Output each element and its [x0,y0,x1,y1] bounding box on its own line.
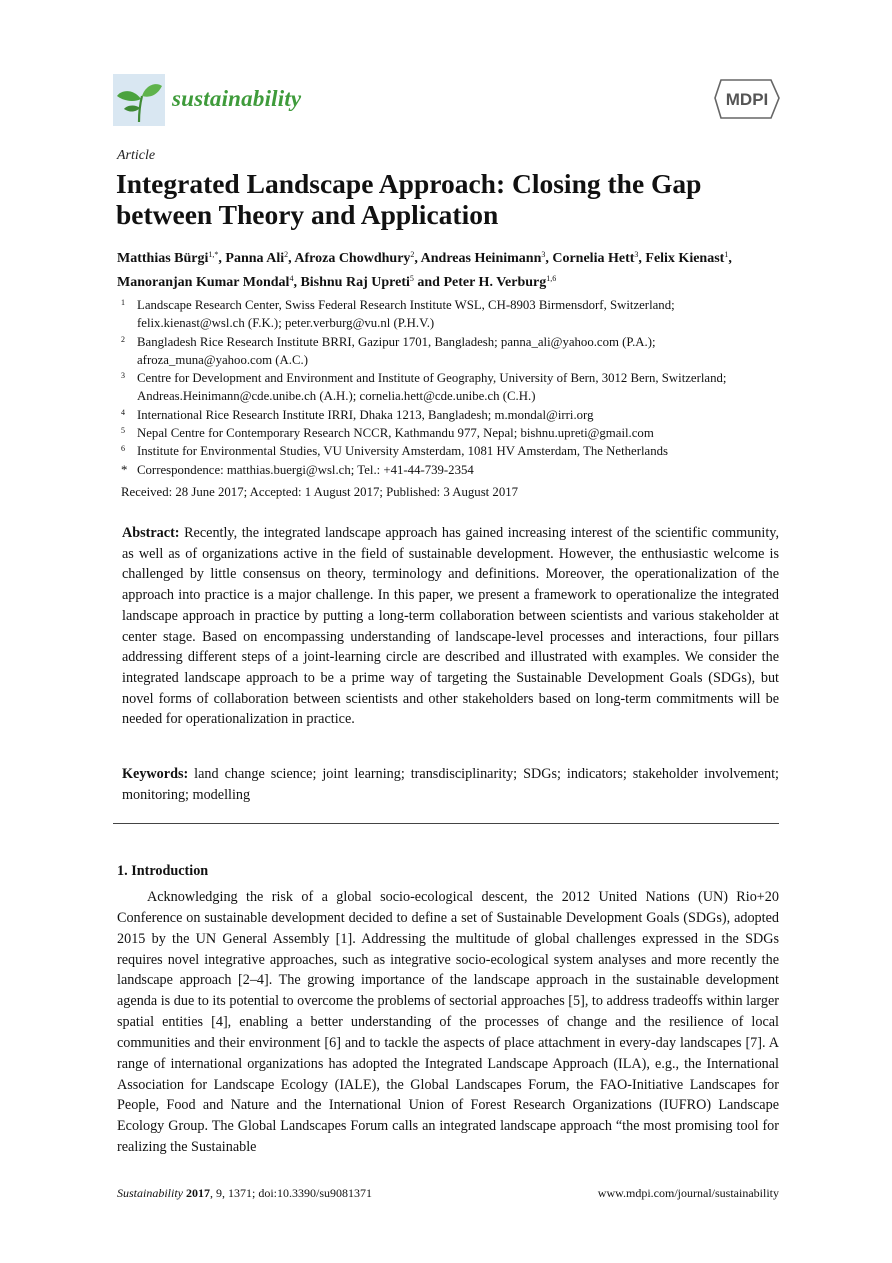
affiliation-number: 1 [121,298,125,307]
journal-name: sustainability [172,86,302,111]
affiliation-item [121,442,781,460]
affiliation-number: 3 [121,371,125,381]
author-affiliation-mark: 1 [724,250,729,259]
affiliation-text: Centre for Development and Environment and Institute of Geography, University of Bern, 3012 Bern, Switzerland; Andreas.Heinimann@cde.unibe.ch (A.H.); cornelia.hett@cde.unibe.ch (C.H.) [137,371,727,404]
abstract-label: Abstract: [122,525,180,541]
author-affiliation-mark: 1,6 [546,274,557,283]
author-list [117,245,797,293]
mdpi-logo-text: MDPI [725,90,769,109]
affiliation-text: Nepal Centre for Contemporary Research NCCR, Kathmandu 977, Nepal; bishnu.upreti@gmail.com [137,426,654,441]
author-name: Afroza Chowdhury [294,251,411,266]
author-name: Panna Ali [225,251,285,266]
footer-url[interactable]: www.mdpi.com/journal/sustainability [597,1186,779,1200]
affiliation-item [121,424,781,442]
mdpi-logo-icon [713,76,781,122]
affiliation-text: Institute for Environmental Studies, VU University Amsterdam, 1081 HV Amsterdam, The Netherlands [137,444,668,459]
affiliation-text: International Rice Research Institute IRRI, Dhaka 1213, Bangladesh; m.mondal@irri.org [137,407,594,422]
author-separator: , [293,275,301,290]
section-divider [113,823,779,824]
author-separator: , [414,251,421,266]
affiliation-item [121,406,781,424]
author-affiliation-mark: 3 [634,250,639,259]
author-name: Cornelia Hett [552,251,635,266]
author-name: Felix Kienast [645,251,725,266]
affiliation-number: 6 [121,444,125,454]
footer-year: 2017 [186,1186,210,1200]
section-heading: 1. Introduction [117,863,209,879]
author-separator: , [218,251,226,266]
affiliation-item [121,296,781,333]
footer-journal: Sustainability [117,1186,183,1200]
affiliation-item [121,369,781,406]
author-affiliation-mark: 2 [410,250,415,259]
affiliation-number: 5 [121,426,125,436]
author-name: Matthias Bürgi [117,251,209,266]
affiliation-text: Correspondence: matthias.buergi@wsl.ch; Tel.: +41-44-739-2354 [137,462,474,477]
author-name: Andreas Heinimann [420,251,542,266]
affiliation-text: Bangladesh Rice Research Institute BRRI, Gazipur 1701, Bangladesh; panna_ali@yahoo.com (P.A.); afroza_muna@yahoo.com (A.C.) [137,334,656,367]
publication-dates: Received: 28 June 2017; Accepted: 1 August 2017; Published: 3 August 2017 [121,485,519,499]
journal-logo-icon [113,74,165,126]
affiliation-item [121,461,781,479]
author-affiliation-mark: 2 [284,250,289,259]
keywords [122,764,779,805]
affiliation-text: Landscape Research Center, Swiss Federal Research Institute WSL, CH-8903 Birmensdorf, Switzerland; felix.kienast@wsl.ch (F.K.); peter.verburg@vu.nl (P.H.V.) [137,298,675,331]
abstract [122,523,779,730]
author-name: Manoranjan Kumar Mondal [117,275,290,290]
footer-citation-rest: , 9, 1371; doi:10.3390/su9081371 [210,1186,373,1200]
author-separator: , [638,251,646,266]
footer-citation [117,1186,372,1201]
author-separator: , [728,251,732,266]
author-affiliation-mark: 4 [289,274,294,283]
keywords-text: land change science; joint learning; transdisciplinarity; SDGs; indicators; stakeholder involvement; monitoring; modelling [122,766,779,803]
affiliation-number: 2 [121,334,125,344]
author-name: Bishnu Raj Upreti [300,275,410,290]
affiliation-number: 4 [121,407,125,417]
author-separator: , [288,251,295,266]
article-title: Integrated Landscape Approach: Closing the Gap between Theory and Application [116,168,702,230]
article-type: Article [117,148,156,163]
author-separator: , [545,251,553,266]
affiliation-item [121,333,781,370]
author-affiliation-mark: 1,* [208,250,219,259]
section-body: Acknowledging the risk of a global socio-ecological descent, the 2012 United Nations (UN) Rio+20 Conference on sustainable development decided to define a set of Sustainable Development Goals (SDGs), adopted 2015 by the UN General Assembly [1]. Addressing the multitude of global challenges expressed in the SDGs requires novel integrative approaches, such as integrative socio-ecological system analyses and more recently the landscape approach [2–4]. The growing importance of the landscape approach in the sustainable development agenda is due to its potential to overcome the problems of sectorial approaches [5], to address tradeoffs within larger spatial entities [4], enabling a better understanding of the processes of change and the resilience of local communities and their environment [6] and to tackle the aspects of place attachment in every-day landscapes [7]. A range of international organizations has adopted the Integrated Landscape Approach (ILA), e.g., the International Association for Landscape Ecology (IALE), the Global Landscapes Forum, the FAO-Initiative Landscapes for People, Food and Nature and the International Union of Forest Research Organizations (IUFRO) Landscape Ecology Group. The Global Landscapes Forum calls an integrated landscape approach “the most promising tool for realizing the Sustainable [117,889,779,1156]
author-affiliation-mark: 5 [409,274,414,283]
abstract-text: Recently, the integrated landscape approach has gained increasing interest of the scientific community, as well as of organizations active in the field of sustainable development. However, the enthusiastic welcome is challenged by little consensus on theory, terminology and definitions. Moreover, the operationalization of the approach into practice is a major challenge. In this paper, we present a framework to operationalize the integrated landscape approach in practice by putting a long-term collaboration between scientists and various stakeholder at center stage. Based on encompassing understanding of landscape-level processes and interactions, four pillars addressing different steps of a joint-learning circle are described and illustrated with examples. We consider the integrated landscape approach to be a prime way of targeting the Sustainable Development Goals (SDGs), but novel forms of collaboration between scientists and other stakeholders based on long-term commitments will be needed for operationalization in practice. [122,525,780,728]
affiliation-list [121,296,781,479]
author-name: Peter H. Verburg [443,275,547,290]
keywords-label: Keywords: [122,766,189,782]
author-affiliation-mark: 3 [541,250,546,259]
author-separator: and [413,275,444,290]
affiliation-number: * [121,462,128,477]
